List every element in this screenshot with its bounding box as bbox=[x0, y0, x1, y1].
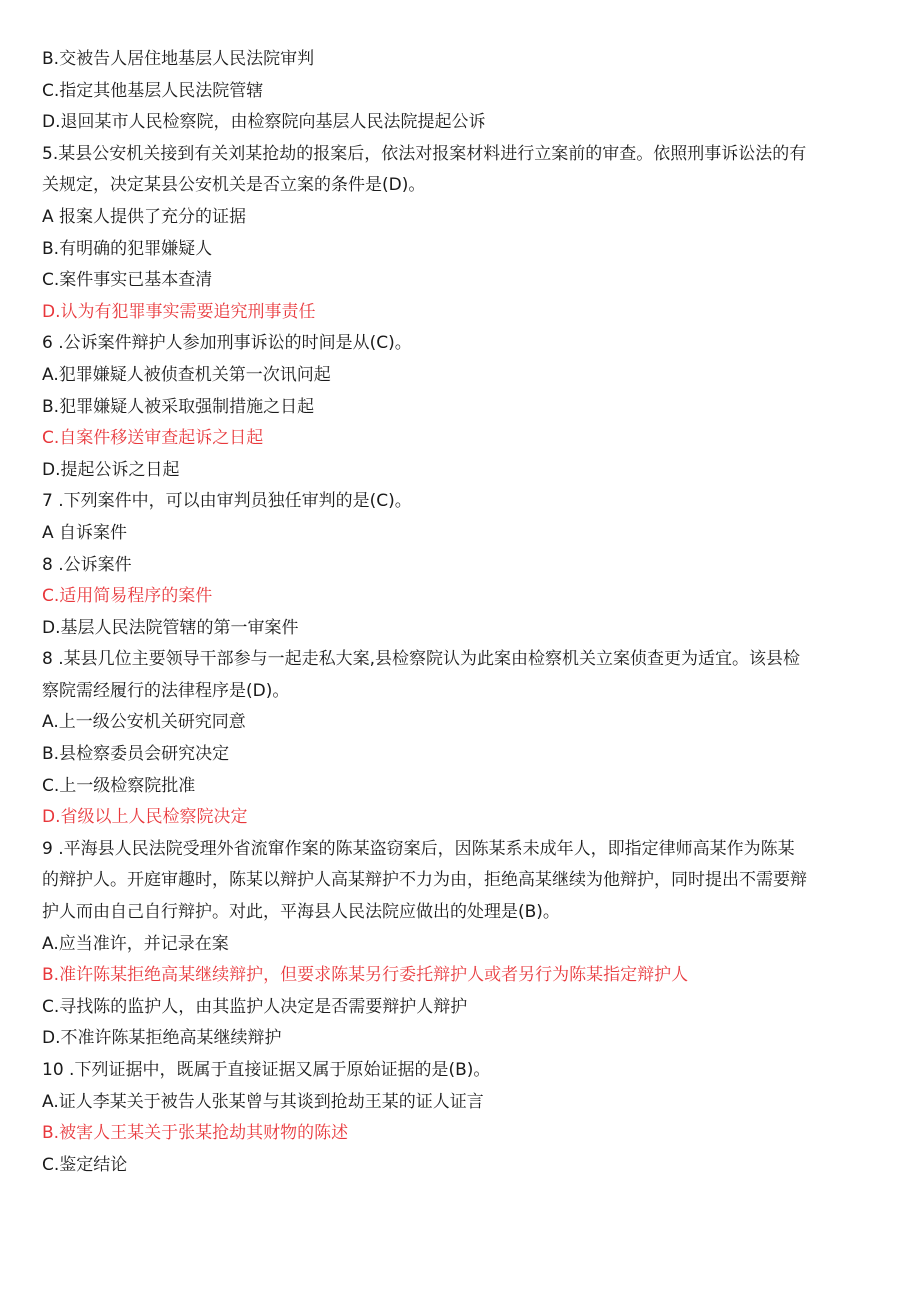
text-line: 5.某县公安机关接到有关刘某抢劫的报案后，依法对报案材料进行立案前的审查。依照刑事诉讼法的有 bbox=[42, 143, 807, 164]
text-line: A.证人李某关于被告人张某曾与其谈到抢劫王某的证人证言 bbox=[42, 1091, 484, 1112]
text-line: C.鉴定结论 bbox=[42, 1154, 128, 1175]
answer-line: D.省级以上人民检察院决定 bbox=[42, 807, 248, 828]
text-line: D.提起公诉之日起 bbox=[42, 459, 180, 480]
text-line: C.上一级检察院批准 bbox=[42, 775, 196, 796]
text-line: C.指定其他基层人民法院管辖 bbox=[42, 80, 264, 101]
text-line: B.犯罪嫌疑人被采取强制措施之日起 bbox=[42, 396, 315, 417]
text-line: A.应当准许，并记录在案 bbox=[42, 933, 229, 954]
text-line: 10 .下列证据中，既属于直接证据又属于原始证据的是(B)。 bbox=[42, 1060, 491, 1080]
text-line: A.上一级公安机关研究同意 bbox=[42, 712, 246, 733]
answer-line: D.认为有犯罪事实需要追究刑事责任 bbox=[42, 301, 316, 322]
text-line: D.基层人民法院管辖的第一审案件 bbox=[42, 617, 299, 638]
text-line: C.案件事实已基本查清 bbox=[42, 270, 213, 291]
text-line: 的辩护人。开庭审趣时，陈某以辩护人高某辩护不力为由，拒绝高某继续为他辩护，同时提出不需要辩 bbox=[42, 870, 807, 891]
text-line: 7 .下列案件中，可以由审判员独任审判的是(C)。 bbox=[42, 491, 412, 512]
text-line: 6 .公诉案件辩护人参加刑事诉讼的时间是从(C)。 bbox=[42, 333, 412, 354]
text-line: D.不准许陈某拒绝高某继续辩护 bbox=[42, 1028, 282, 1049]
text-line: A 自诉案件 bbox=[42, 522, 128, 543]
text-line: A.犯罪嫌疑人被侦查机关第一次讯问起 bbox=[42, 364, 331, 385]
text-line: D.退回某市人民检察院，由检察院向基层人民法院提起公诉 bbox=[42, 112, 486, 133]
text-line: B.县检察委员会研究决定 bbox=[42, 744, 230, 765]
text-line: 护人而由自己自行辩护。对此，平海县人民法院应做出的处理是(B)。 bbox=[42, 902, 560, 923]
text-line: 8 .公诉案件 bbox=[42, 554, 132, 575]
answer-line: C.自案件移送审查起诉之日起 bbox=[42, 428, 264, 449]
answer-line: C.适用简易程序的案件 bbox=[42, 586, 213, 607]
text-line: 关规定，决定某县公安机关是否立案的条件是(D)。 bbox=[42, 175, 426, 196]
text-line: B.交被告人居住地基层人民法院审判 bbox=[42, 49, 315, 69]
text-line: 9 .平海县人民法院受理外省流窜作案的陈某盗窃案后，因陈某系未成年人，即指定律师高某作为陈某 bbox=[42, 838, 795, 859]
text-line: 察院需经履行的法律程序是(D)。 bbox=[42, 680, 290, 701]
answer-line: B.准许陈某拒绝高某继续辩护，但要求陈某另行委托辩护人或者另行为陈某指定辩护人 bbox=[42, 965, 689, 986]
answer-line: B.被害人王某关于张某抢劫其财物的陈述 bbox=[42, 1123, 349, 1144]
document-body bbox=[42, 44, 878, 1181]
text-line: A 报案人提供了充分的证据 bbox=[42, 206, 247, 227]
text-line: 8 .某县几位主要领导干部参与一起走私大案,县检察院认为此案由检察机关立案侦查更为适宜。该县检 bbox=[42, 649, 801, 670]
text-line: B.有明确的犯罪嫌疑人 bbox=[42, 238, 213, 259]
text-line: C.寻找陈的监护人，由其监护人决定是否需要辩护人辩护 bbox=[42, 996, 468, 1017]
